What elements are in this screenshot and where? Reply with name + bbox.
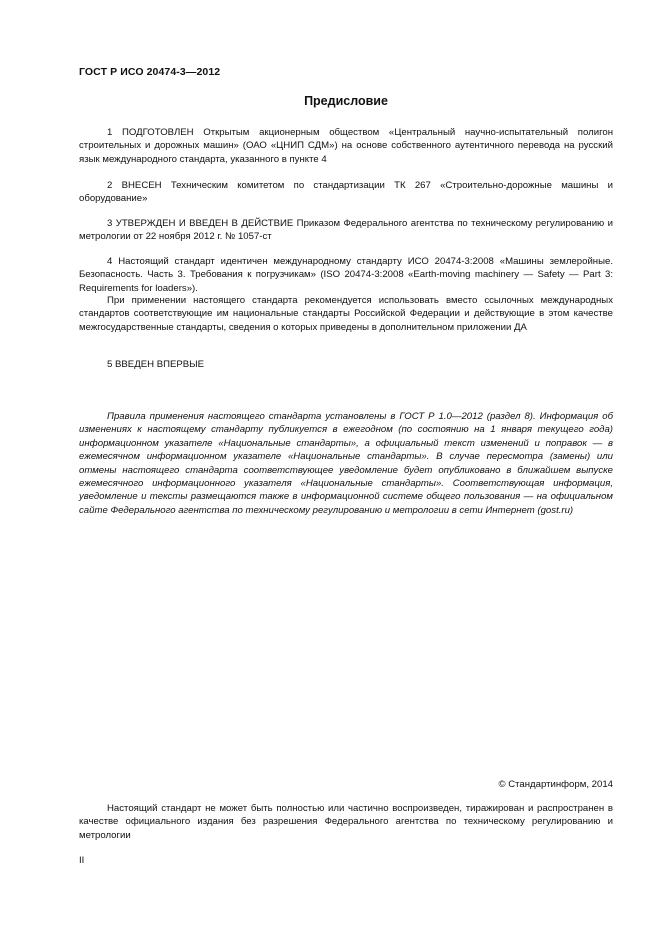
document-id: ГОСТ Р ИСО 20474-3—2012 bbox=[79, 66, 221, 78]
foreword-item-application-note: При применении настоящего стандарта рекомендуется использовать вместо ссылочных международных стандартов соответствующие им национальные стандарты Российской Федерации и действующие в этом качестве межгосударственные стандарты, сведения о которых приведены в дополнительном приложении ДА bbox=[79, 295, 613, 333]
copyright: © Стандартинформ, 2014 bbox=[498, 779, 613, 790]
reproduction-notice: Настоящий стандарт не может быть полностью или частично воспроизведен, тиражирован и распространен в качестве официального издания без разрешения Федерального агентства по техническому регулированию и метрологии bbox=[79, 803, 613, 841]
foreword-item-introduced: 2 ВНЕСЕН Техническим комитетом по стандартизации ТК 267 «Строительно-дорожные машины и оборудование» bbox=[79, 180, 613, 205]
foreword-item-identical: 4 Настоящий стандарт идентичен международному стандарту ИСО 20474-3:2008 «Машины землеройные. Безопасность. Часть 3. Требования к погрузчикам» (ISO 20474-3:2008 «Earth-moving machinery — Safety — Part 3: Requirements for loaders»). bbox=[79, 256, 613, 294]
foreword-item-approved: 3 УТВЕРЖДЕН И ВВЕДЕН В ДЕЙСТВИЕ Приказом Федерального агентства по техническому регулированию и метрологии от 22 ноября 2012 г. № 1057-ст bbox=[79, 218, 613, 243]
foreword-item-prepared: 1 ПОДГОТОВЛЕН Открытым акционерным обществом «Центральный научно-испытательный полигон строительных и дорожных машин» (ОАО «ЦНИП СДМ») на основе собственного аутентичного перевода на русский язык международного стандарта, указанного в пункте 4 bbox=[79, 127, 613, 165]
page-number: II bbox=[79, 855, 85, 866]
foreword-item-first-introduced: 5 ВВЕДЕН ВПЕРВЫЕ bbox=[107, 359, 205, 370]
usage-rules-notice: Правила применения настоящего стандарта установлены в ГОСТ Р 1.0—2012 (раздел 8). Информация об изменениях к настоящему стандарту публикуется в ежегодном (по состоянию на 1 января текущего года) информационном указателе «Национальные стандарты», а официальный текст изменений и поправок — в ежемесячном информационном указателе «Национальные стандарты». В случае пересмотра (замены) или отмены настоящего стандарта соответствующее уведомление будет опубликовано в ближайшем выпуске ежемесячного информационного указателя «Национальные стандарты». Соответствующая информация, уведомление и тексты размещаются также в информационной системе общего пользования — на официальном сайте Федерального агентства по техническому регулированию и метрологии в сети Интернет (gost.ru) bbox=[79, 411, 613, 516]
page-title: Предисловие bbox=[304, 94, 388, 108]
